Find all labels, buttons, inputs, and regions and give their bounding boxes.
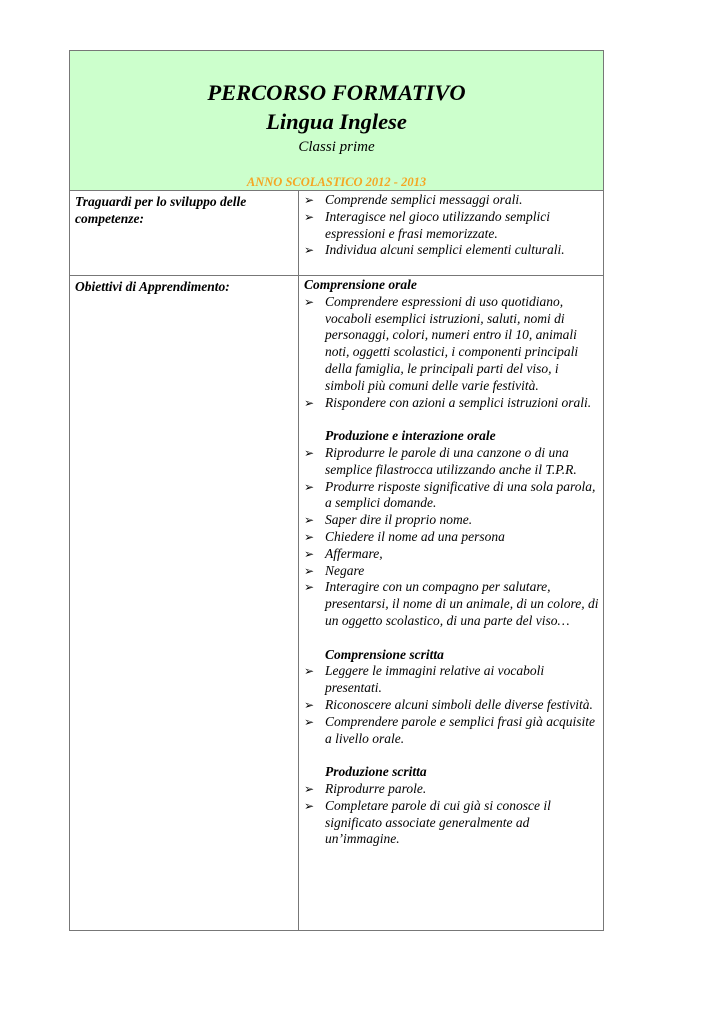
section-produzione-interazione-orale	[304, 428, 599, 630]
list-item: ➢ Completare parole di cui già si conosce il significato associate generalmente ad un’immagine.	[304, 798, 599, 848]
list-item: ➢ Affermare,	[304, 546, 599, 563]
classes-label: Classi prime	[298, 139, 375, 155]
curriculum-table	[69, 50, 604, 931]
list-item: ➢ Negare	[304, 563, 599, 580]
header-box	[70, 51, 603, 191]
list-item: ➢ Individua alcuni semplici elementi culturali.	[304, 242, 599, 259]
bullet-list	[304, 294, 599, 412]
list-item: ➢ Rispondere con azioni a semplici istruzioni orali.	[304, 395, 599, 412]
table-row-obiettivi	[70, 276, 603, 930]
section-title: Produzione e interazione orale	[325, 428, 496, 444]
section-title: Comprensione scritta	[325, 646, 444, 662]
section-produzione-scritta	[304, 764, 599, 848]
obiettivi-cell	[299, 276, 603, 930]
list-item: ➢ Leggere le immagini relative ai vocaboli presentati.	[304, 663, 599, 697]
bullet-list	[304, 445, 599, 630]
school-year: ANNO SCOLASTICO 2012 - 2013	[246, 175, 427, 189]
section-comprensione-orale	[304, 277, 599, 411]
list-item: ➢ Comprende semplici messaggi orali.	[304, 192, 599, 209]
list-item: ➢ Riconoscere alcuni simboli delle diverse festività.	[304, 697, 599, 714]
table-row-traguardi	[70, 191, 603, 276]
traguardi-list	[304, 192, 599, 259]
document-title: PERCORSO FORMATIVO	[207, 80, 466, 105]
section-title: Produzione scritta	[325, 764, 427, 780]
list-item: ➢ Riprodurre parole.	[304, 781, 599, 798]
traguardi-label: Traguardi per lo sviluppo delle competenze:	[70, 191, 299, 275]
bullet-list	[304, 781, 599, 848]
list-item: ➢ Interagire con un compagno per salutare, presentarsi, il nome di un animale, di un colore, di un oggetto scolastico, di una parte del viso…	[304, 579, 599, 629]
section-title: Comprensione orale	[304, 277, 417, 292]
obiettivi-label: Obiettivi di Apprendimento:	[70, 276, 299, 930]
list-item: ➢ Comprendere espressioni di uso quotidiano, vocaboli esemplici istruzioni, saluti, nomi di personaggi, colori, numeri entro il 10, animali noti, oggetti scolastici, i componenti principali della famiglia, le principali parti del viso, i simboli più comuni delle varie festività.	[304, 294, 599, 395]
list-item: ➢ Interagisce nel gioco utilizzando semplici espressioni e frasi memorizzate.	[304, 209, 599, 243]
list-item: ➢ Comprendere parole e semplici frasi già acquisite a livello orale.	[304, 714, 599, 748]
subject-title: Lingua Inglese	[266, 109, 407, 134]
list-item: ➢ Produrre risposte significative di una sola parola, a semplici domande.	[304, 479, 599, 513]
section-comprensione-scritta	[304, 647, 599, 748]
bullet-list	[304, 663, 599, 747]
list-item: ➢ Saper dire il proprio nome.	[304, 512, 599, 529]
list-item: ➢ Riprodurre le parole di una canzone o di una semplice filastrocca utilizzando anche il T.P.R.	[304, 445, 599, 479]
list-item: ➢ Chiedere il nome ad una persona	[304, 529, 599, 546]
traguardi-cell	[299, 191, 603, 275]
